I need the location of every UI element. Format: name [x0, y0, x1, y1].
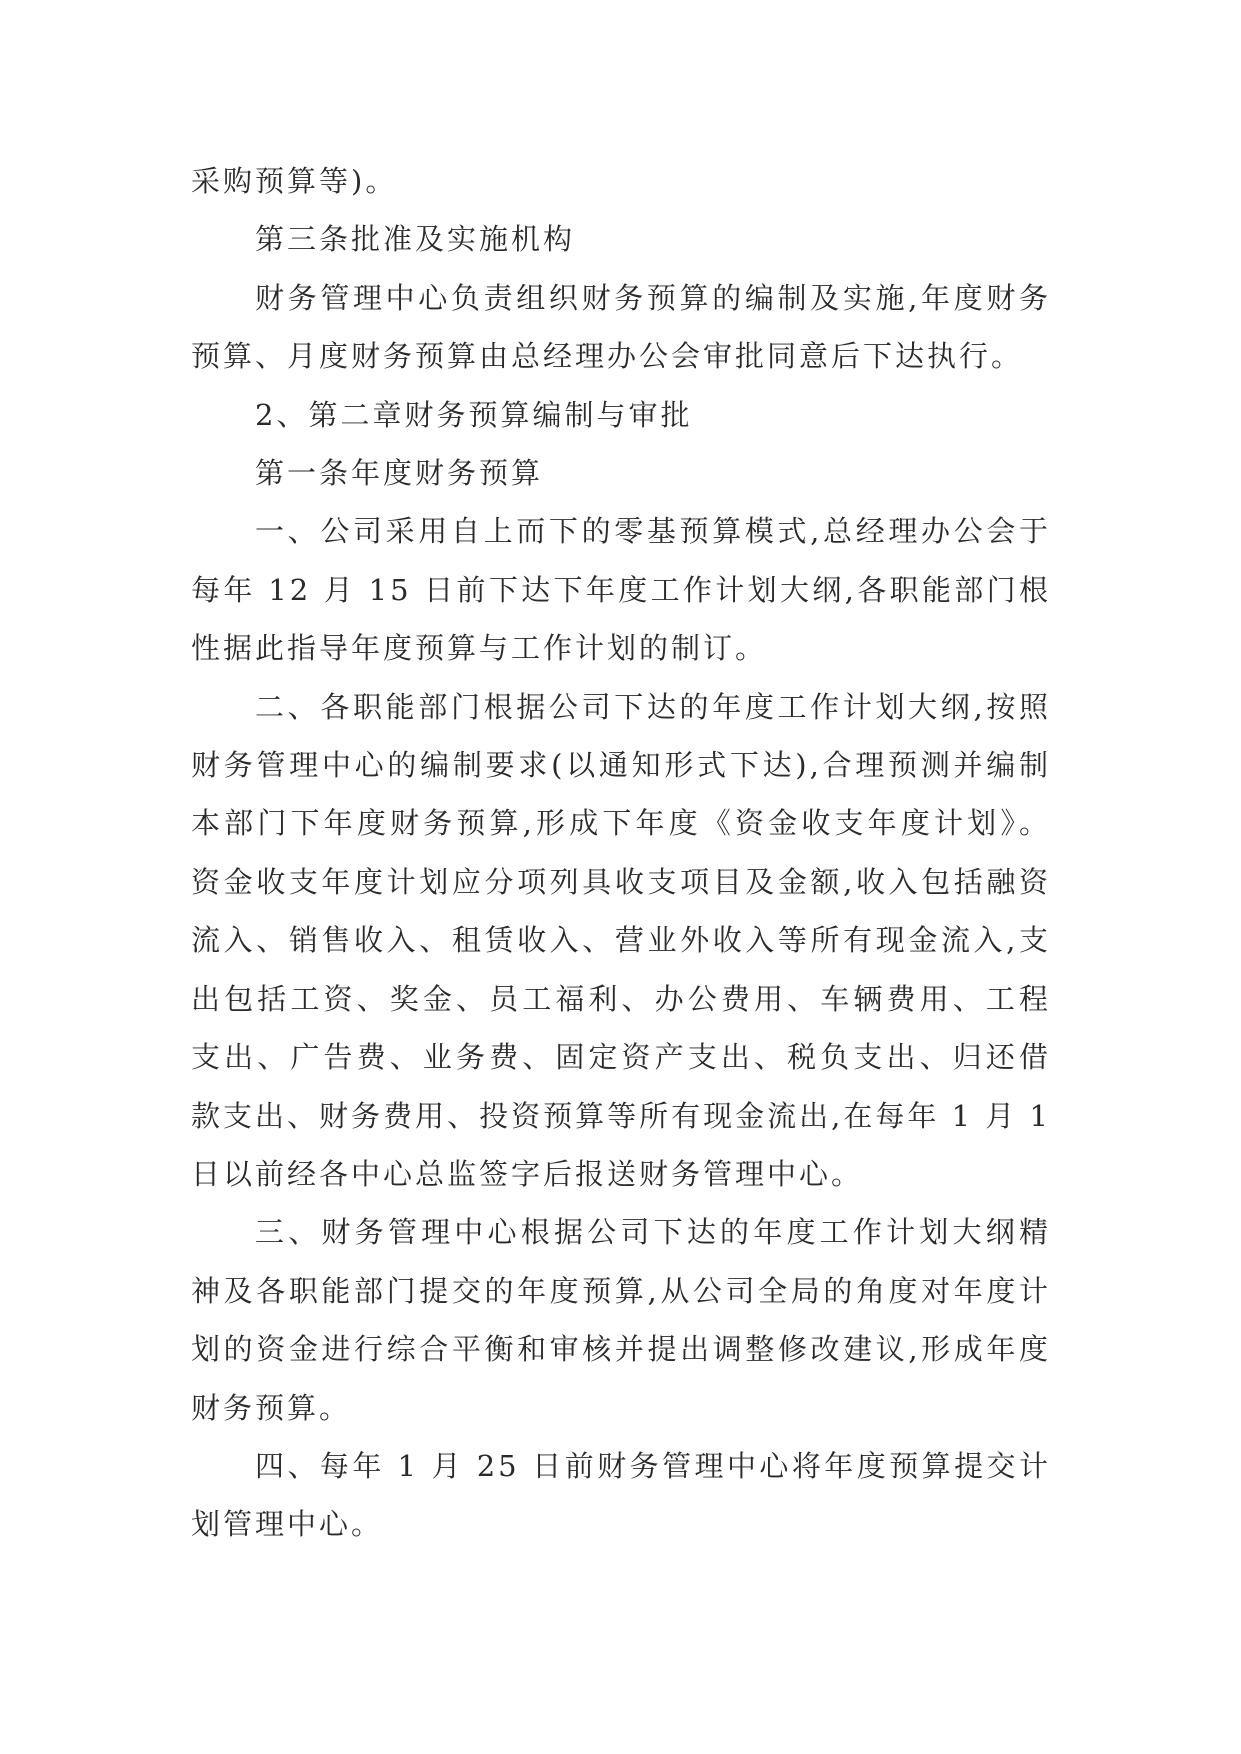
- paragraph-continuation: 采购预算等)。: [191, 164, 398, 198]
- paragraph-item-3: 三、财务管理中心根据公司下达的年度工作计划大纲精神及各职能部门提交的年度预算,从公司全局的角度对年度计划的资金进行综合平衡和审核并提出调整修改建议,形成年度财务预算。: [191, 1215, 1051, 1425]
- document-body: [191, 152, 1051, 1554]
- paragraph-item-4: 四、每年 1 月 25 日前财务管理中心将年度预算提交计划管理中心。: [191, 1448, 1051, 1542]
- chapter-heading: 2、第二章财务预算编制与审批: [255, 397, 693, 432]
- paragraph-approval-body: 财务管理中心负责组织财务预算的编制及实施,年度财务预算、月度财务预算由总经理办公会审批同意后下达执行。: [191, 280, 1051, 374]
- paragraph-item-1: 一、公司采用自上而下的零基预算模式,总经理办公会于每年 12 月 15 日前下达下年度工作计划大纲,各职能部门根性据此指导年度预算与工作计划的制订。: [191, 514, 1051, 666]
- paragraph-item-2: 二、各职能部门根据公司下达的年度工作计划大纲,按照财务管理中心的编制要求(以通知形式下达),合理预测并编制本部门下年度财务预算,形成下年度《资金收支年度计划》。资金收支年度计划应分项列具收支项目及金额,收入包括融资流入、销售收入、租赁收入、营业外收入等所有现金流入,支出包括工资、奖金、员工福利、办公费用、车辆费用、工程支出、广告费、业务费、固定资产支出、税负支出、归还借款支出、财务费用、投资预算等所有现金流出,在每年 1 月 1 日以前经各中心总监签字后报送财务管理中心。: [191, 689, 1051, 1191]
- article-heading-approval: 第三条批准及实施机构: [255, 222, 576, 257]
- article-heading-annual-budget: 第一条年度财务预算: [255, 456, 544, 491]
